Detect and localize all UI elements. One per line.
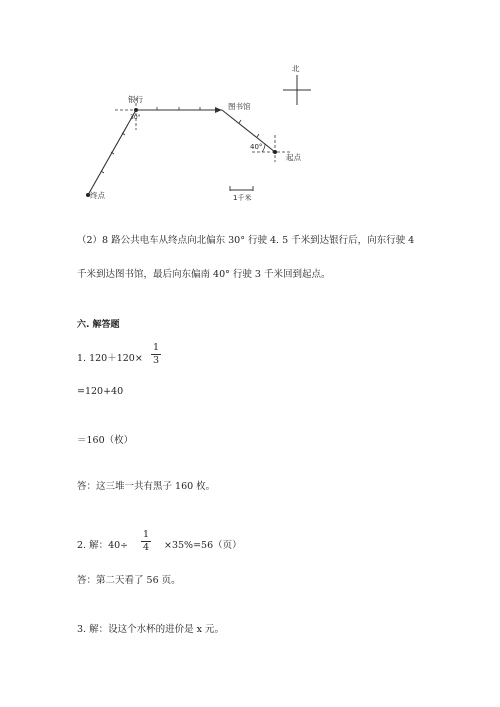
fraction-one-fourth bbox=[140, 529, 152, 554]
north-compass bbox=[283, 75, 311, 105]
fraction-numerator: 1 bbox=[142, 529, 150, 540]
scale-bar bbox=[230, 186, 253, 191]
problem-3-line: 3. 解：设这个水杯的进价是 x 元。 bbox=[77, 624, 224, 635]
angle-label-bank: 30° bbox=[130, 114, 141, 121]
start-point bbox=[273, 150, 277, 154]
angle-arc-start bbox=[262, 144, 265, 152]
q2-line-2: 千米到达图书馆，最后向东偏南 40° 行驶 3 千米回到起点。 bbox=[77, 269, 331, 280]
fraction-denominator: 3 bbox=[152, 355, 160, 366]
north-label: 北 bbox=[292, 64, 300, 73]
bank-label: 银行 bbox=[128, 95, 143, 104]
angle-label-library: 40° bbox=[250, 143, 263, 151]
problem-2-answer: 答：第二天看了 56 页。 bbox=[77, 575, 181, 586]
fraction-denominator: 4 bbox=[142, 542, 150, 553]
route-path bbox=[88, 110, 275, 195]
end-label: 终点 bbox=[90, 191, 105, 200]
problem-1-expression: 1. 120＋120× bbox=[77, 353, 143, 364]
library-label: 图书馆 bbox=[228, 102, 251, 111]
segment-ticks bbox=[101, 107, 259, 173]
scale-label: 1千米 bbox=[233, 194, 252, 202]
q2-line-1: （2）8 路公共电车从终点向北偏东 30° 行驶 4. 5 千米到达银行后，向东行驶 4 bbox=[77, 235, 415, 246]
problem-2-expression-rest: ×35%=56（页） bbox=[164, 540, 242, 551]
arrow-to-library bbox=[215, 107, 222, 113]
problem-1-step-2: ＝160（枚） bbox=[77, 435, 134, 446]
fraction-one-third bbox=[150, 342, 162, 367]
start-label: 起点 bbox=[286, 153, 301, 162]
fraction-numerator: 1 bbox=[152, 342, 160, 353]
problem-2-expression: 2. 解：40÷ bbox=[77, 540, 129, 551]
section-title: 六. 解答题 bbox=[77, 320, 120, 330]
problem-1-step-1: =120+40 bbox=[77, 386, 124, 397]
problem-1-answer: 答：这三堆一共有黑子 160 枚。 bbox=[77, 481, 216, 492]
bank-point bbox=[134, 108, 138, 112]
